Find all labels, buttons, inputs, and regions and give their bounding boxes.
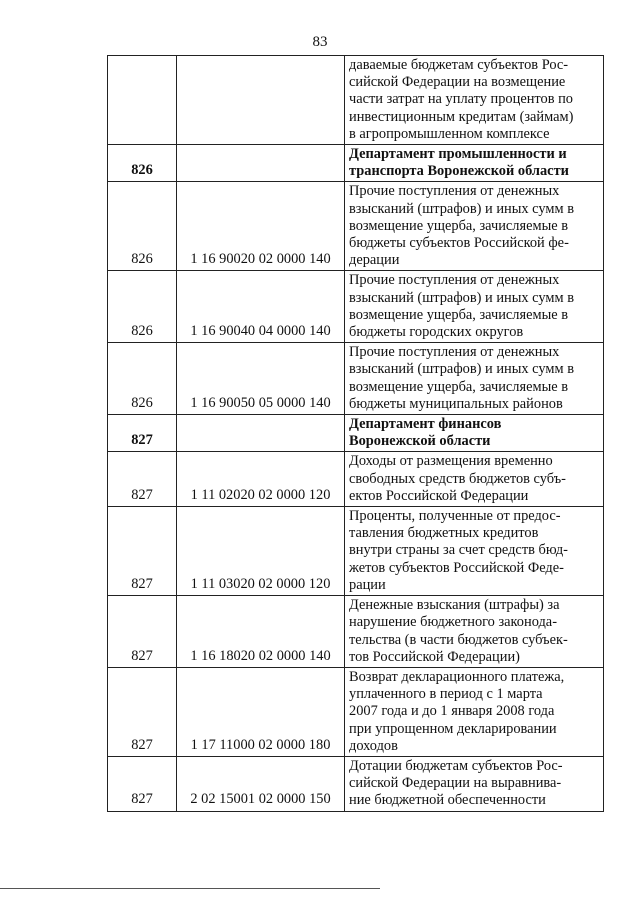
admin-code-cell: 827 <box>108 756 177 811</box>
footnote-divider <box>0 888 380 889</box>
table-row <box>108 56 604 145</box>
admin-code-cell: 827 <box>108 596 177 668</box>
revenue-codes-table <box>107 55 604 812</box>
table-row <box>108 452 604 507</box>
table-row <box>108 507 604 596</box>
revenue-code-cell: 1 17 11000 02 0000 180 <box>177 667 345 756</box>
revenue-name-cell: Денежные взыскания (штрафы) за нарушение бюджетного законода- тельства (в части бюджетов субъек- тов Российской Федерации) <box>345 596 604 668</box>
admin-code-cell: 826 <box>108 182 177 271</box>
table-row <box>108 182 604 271</box>
department-name-cell: Департамент промышленности и транспорта Воронежской области <box>345 145 604 182</box>
table-row <box>108 343 604 415</box>
revenue-code-cell <box>177 415 345 452</box>
revenue-code-cell: 1 16 18020 02 0000 140 <box>177 596 345 668</box>
revenue-name-cell: Дотации бюджетам субъектов Рос- сийской Федерации на выравнива- ние бюджетной обеспеченности <box>345 756 604 811</box>
revenue-code-cell: 1 16 90040 04 0000 140 <box>177 271 345 343</box>
revenue-code-cell: 1 11 02020 02 0000 120 <box>177 452 345 507</box>
revenue-code-cell <box>177 145 345 182</box>
department-row <box>108 415 604 452</box>
admin-code-cell: 827 <box>108 507 177 596</box>
revenue-name-cell: Прочие поступления от денежных взысканий (штрафов) и иных сумм в возмещение ущерба, зачисляемые в бюджеты субъектов Российской фе- дерации <box>345 182 604 271</box>
admin-code-cell: 827 <box>108 667 177 756</box>
revenue-name-cell: Проценты, полученные от предос- тавления бюджетных кредитов внутри страны за счет средств бюд- жетов субъектов Российской Феде- рации <box>345 507 604 596</box>
table-row <box>108 271 604 343</box>
table-row <box>108 596 604 668</box>
revenue-name-cell: Возврат декларационного платежа, уплаченного в период с 1 марта 2007 года и до 1 января 2008 года при упрощенном декларировании доходов <box>345 667 604 756</box>
table-row <box>108 756 604 811</box>
admin-code-cell: 826 <box>108 343 177 415</box>
department-name-cell: Департамент финансов Воронежской области <box>345 415 604 452</box>
table-row <box>108 667 604 756</box>
revenue-code-cell: 1 16 90050 05 0000 140 <box>177 343 345 415</box>
revenue-code-cell <box>177 56 345 145</box>
revenue-code-cell: 1 11 03020 02 0000 120 <box>177 507 345 596</box>
department-row <box>108 145 604 182</box>
admin-code-cell: 827 <box>108 452 177 507</box>
admin-code-cell <box>108 56 177 145</box>
admin-code-cell: 827 <box>108 415 177 452</box>
admin-code-cell: 826 <box>108 145 177 182</box>
page-number: 83 <box>312 34 328 50</box>
revenue-code-cell: 2 02 15001 02 0000 150 <box>177 756 345 811</box>
revenue-name-cell: Прочие поступления от денежных взысканий (штрафов) и иных сумм в возмещение ущерба, зачисляемые в бюджеты городских округов <box>345 271 604 343</box>
revenue-code-cell: 1 16 90020 02 0000 140 <box>177 182 345 271</box>
revenue-name-cell: Доходы от размещения временно свободных средств бюджетов субъ- ектов Российской Федерации <box>345 452 604 507</box>
revenue-name-cell: Прочие поступления от денежных взысканий (штрафов) и иных сумм в возмещение ущерба, зачисляемые в бюджеты муниципальных районов <box>345 343 604 415</box>
admin-code-cell: 826 <box>108 271 177 343</box>
revenue-name-cell: даваемые бюджетам субъектов Рос- сийской Федерации на возмещение части затрат на уплату процентов по инвестиционным кредитам (займам) в агропромышленном комплексе <box>345 56 604 145</box>
